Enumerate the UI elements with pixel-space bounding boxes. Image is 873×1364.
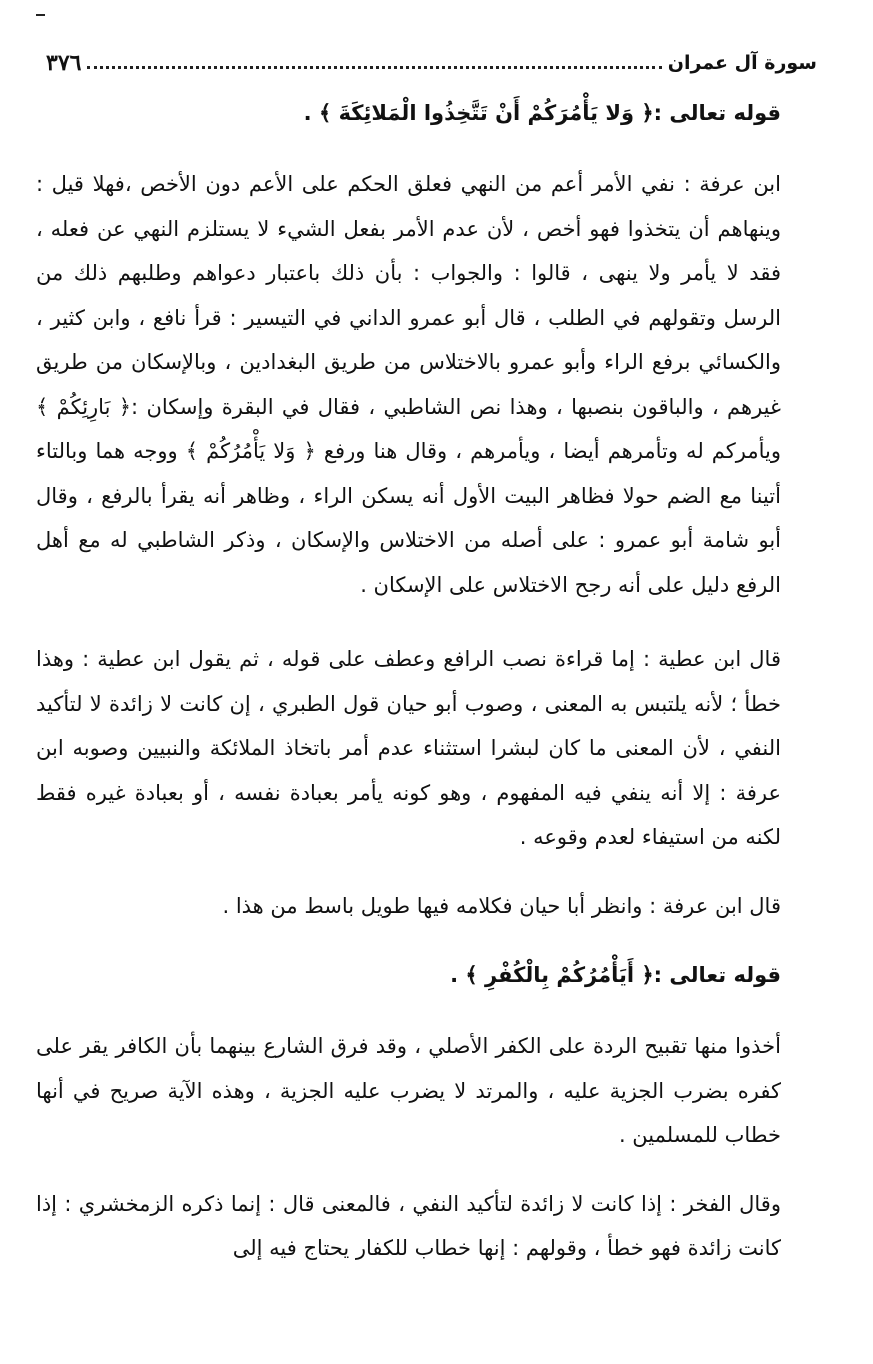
spacer (36, 860, 825, 884)
page-number: ٣٧٦ (46, 50, 82, 76)
commentary-paragraph-2: قال ابن عطية : إما قراءة نصب الرافع وعطف على قوله ، ثم يقول ابن عطية : وهذا خطأ ؛ لأنه يلتبس به المعنى ، وصوب أبو حيان قول الطبري ، إن كانت لا زائدة لا لتأكيد النفي ، لأن المعنى ما كان لبشرا استثناء عدم أمر باتخاذ الملائكة والنبيين وصوبه ابن عرفة : إلا أنه ينفي فيه المفهوم ، وهو كونه يأمر بعبادة نفسه ، أو بعبادة غيره فقط لكنه من استيفاء لعدم وقوعه . (36, 647, 781, 849)
spacer (36, 138, 825, 162)
surah-name: سورة آل عمران (667, 52, 817, 74)
commentary-paragraph-1: ابن عرفة : نفي الأمر أعم من النهي فعلق الحكم على الأعم دون الأخص ،فهلا قيل : وينهاهم أن يتخذوا فهو أخص ، لأن عدم الأمر بفعل الشيء لا يستلزم النهي عن فعله ، فقد لا يأمر ولا ينهى ، قالوا : والجواب : بأن ذلك باعتبار دعواهم وطلبهم ذلك من الرسل وتقولهم في الطلب ، قال أبو عمرو الداني في التيسير : قرأ نافع ، وابن كثير ، والكسائي برفع الراء وأبو عمرو بالاختلاس من طريق البغدادين ، وبالإسكان من طريق غيرهم ، والباقون بنصبها ، وهذا نص الشاطبي ، فقال في البقرة وإسكان :﴿ بَارِئِكُمْ ﴾ ويأمركم له وتأمرهم أيضا ، ويأمرهم ، وقال هنا ورفع ﴿ وَلا يَأْمُرُكُمْ ﴾ ووجه هما وبالتاء أتينا مع الضم حولا فظاهر البيت الأول أنه يسكن الراء ، وظاهر أنه يقرأ بالرفع ، وقال أبو شامة أبو عمرو : على أصله من الاختلاس والإسكان ، وذكر الشاطبي له مع أهل الرفع دليل على أنه رجح الاختلاس على الإسكان . (36, 172, 781, 597)
book-page (36, 0, 825, 1364)
dotted-leader (87, 66, 661, 69)
commentary-paragraph-4: أخذوا منها تقبيح الردة على الكفر الأصلي ، وقد فرق الشارع بينهما بأن الكافر يقر على كفره بضرب الجزية عليه ، والمرتد لا يضرب عليه الجزية ، وهذه الآية صريح في أنها خطاب للمسلمين . (36, 1034, 781, 1147)
page-body (36, 88, 825, 1271)
spacer (36, 1158, 825, 1182)
spacer (36, 1000, 825, 1024)
verse-heading-2: قوله تعالى :﴿ أَيَأْمُرُكُمْ بِالْكُفْرِ ﴾ . (450, 963, 781, 987)
spacer (36, 607, 825, 637)
spacer (36, 928, 825, 950)
verse-heading-1: قوله تعالى :﴿ وَلا يَأْمُرَكُمْ أَنْ تَتَّخِذُوا الْمَلائِكَةَ ﴾ . (303, 101, 781, 125)
running-header (36, 48, 825, 78)
commentary-paragraph-3: قال ابن عرفة : وانظر أبا حيان فكلامه فيها طويل باسط من هذا . (222, 893, 781, 918)
commentary-paragraph-5: وقال الفخر : إذا كانت لا زائدة لتأكيد النفي ، فالمعنى قال : إنما ذكره الزمخشري : إذا كانت زائدة فهو خطأ ، وقولهم : إنها خطاب للكفار يحتاج فيه إلى (36, 1191, 781, 1260)
